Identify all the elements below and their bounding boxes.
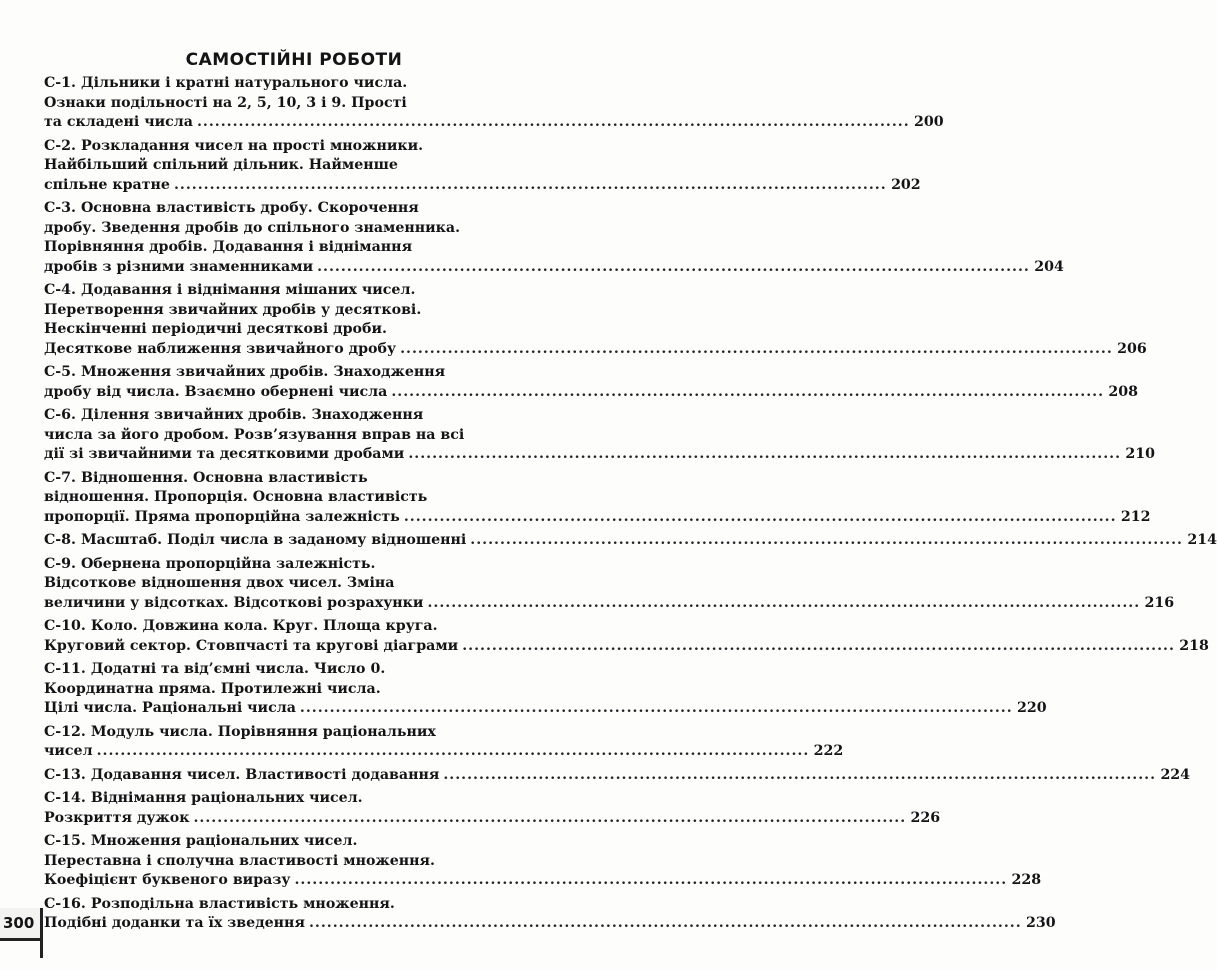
toc-entry-text: Коло. Довжина кола. Круг. Площа круга. [90, 618, 438, 634]
dot-leader: ........................................................................................................................ [308, 915, 1022, 931]
toc-entry-line [44, 281, 564, 301]
toc-entry-code: С-3. [44, 200, 76, 216]
toc-entry-line [44, 832, 564, 852]
toc-entry-line [44, 895, 564, 915]
toc-entry-last-line [44, 113, 944, 133]
section-heading: САМОСТІЙНІ РОБОТИ [185, 50, 403, 70]
toc-entry-text: Нескінченні періодичні десяткові дроби. [44, 321, 387, 337]
toc-entry-page: 226 [910, 809, 941, 826]
toc-entry-text: Ділення звичайних дробів. Знаходження [80, 407, 424, 423]
toc-entry-line [44, 74, 564, 94]
page-margin-rule [40, 938, 43, 958]
dot-leader: ........................................................................................................................ [196, 114, 910, 130]
dot-leader: ........................................................................................................................ [317, 258, 1030, 275]
page-number-box [0, 908, 43, 941]
toc-entry-last-line [44, 531, 1217, 551]
dot-leader: ........................................................................................................................ [193, 809, 907, 826]
toc-entry-last-line [44, 383, 1139, 403]
toc-entry-line [44, 852, 564, 872]
dot-leader: ........................................................................................................................ [408, 446, 1122, 462]
toc-entry-text: пропорції. Пряма пропорційна залежність [44, 508, 400, 525]
toc-entry-code: С-15. [44, 833, 86, 849]
toc-entry-line [44, 488, 564, 508]
toc-entry-last-line [44, 637, 1209, 657]
toc-entry-text: дробу від числа. Взаємно обернені числа [44, 383, 388, 400]
toc-entry-text: Віднімання раціональних чисел. [90, 790, 363, 806]
toc-entry-line [44, 469, 564, 489]
dot-leader: ........................................................................................................................ [391, 383, 1105, 400]
dot-leader: ........................................................................................................................ [173, 176, 887, 193]
toc-entry-text: Відношення. Основна властивість [80, 469, 368, 486]
toc-entry-text: та складені числа [44, 114, 193, 130]
toc-entry-page: 228 [1011, 872, 1042, 888]
toc-entry-text: числа за його дробом. Розв’язування вправ на всі [44, 426, 465, 443]
dot-leader: ........................................................................................................................ [400, 340, 1113, 357]
toc-entry-page: 204 [1034, 258, 1064, 275]
toc-entry [44, 363, 1139, 402]
toc-entry [44, 531, 1217, 551]
toc-entry [44, 406, 1156, 465]
toc-entry-text: Найбільший спільний дільник. Найменше [44, 157, 398, 173]
toc-entry-text: дробу. Зведення дробів до спільного знаменника. [44, 219, 461, 236]
toc-entry-text: Переставна і сполучна властивості множення. [44, 852, 435, 869]
toc-entry-page: 202 [891, 176, 921, 193]
table-of-contents [44, 74, 1217, 938]
toc-entry [44, 723, 844, 762]
dot-leader: ........................................................................................................................ [427, 594, 1141, 611]
toc-entry [44, 199, 1064, 277]
toc-entry [44, 766, 1191, 786]
toc-entry-text: Дільники і кратні натурального числа. [80, 75, 408, 91]
toc-entry-code: С-8. [44, 532, 76, 548]
toc-entry-page: 230 [1026, 915, 1056, 931]
toc-entry-text: Порівняння дробів. Додавання і віднімання [44, 239, 413, 255]
toc-entry [44, 137, 921, 196]
toc-entry-text: дробів з різними знаменниками [44, 258, 314, 275]
toc-entry-line [44, 555, 564, 575]
dot-leader: ........................................................................................................................ [443, 766, 1157, 783]
toc-entry-code: С-6. [44, 407, 76, 423]
dot-leader: ........................................................................................................................ [403, 508, 1117, 525]
toc-entry [44, 281, 1147, 359]
toc-entry-line [44, 238, 564, 258]
toc-entry-page: 200 [914, 114, 944, 130]
toc-entry-line [44, 156, 564, 176]
toc-entry-page: 212 [1120, 508, 1151, 525]
page-number: 300 [3, 914, 35, 932]
dot-leader: ........................................................................................................................ [299, 700, 1013, 716]
toc-entry-page: 216 [1144, 594, 1175, 611]
toc-entry-text: Цілі числа. Раціональні числа [44, 700, 296, 716]
toc-entry [44, 660, 1047, 719]
toc-entry [44, 469, 1151, 528]
toc-entry-last-line [44, 445, 1156, 465]
toc-entry-text: Круговий сектор. Стовпчасті та кругові діаграми [44, 637, 459, 654]
toc-entry-text: Основна властивість дробу. Скорочення [80, 200, 419, 216]
toc-entry-text: дії зі звичайними та десятковими дробами [44, 446, 405, 462]
toc-entry-text: Додатні та від’ємні числа. Число 0. [90, 661, 386, 677]
toc-entry-code: С-7. [44, 469, 76, 486]
toc-entry-text: Розкладання чисел на прості множники. [80, 137, 424, 154]
toc-entry-last-line [44, 699, 1047, 719]
toc-entry-text: Додавання чисел. Властивості додавання [90, 766, 440, 783]
toc-entry-line [44, 219, 564, 239]
toc-entry-code: С-2. [44, 137, 76, 154]
toc-entry-last-line [44, 508, 1151, 528]
dot-leader: ........................................................................................................................ [462, 637, 1175, 654]
toc-entry-text: Десяткове наближення звичайного дробу [44, 340, 397, 357]
toc-entry-last-line [44, 871, 1042, 891]
toc-entry-text: Перетворення звичайних дробів у десяткові. [44, 301, 422, 318]
toc-entry-code: С-10. [44, 618, 86, 634]
toc-entry-line [44, 301, 564, 321]
toc-entry-text: Множення звичайних дробів. Знаходження [80, 364, 446, 380]
toc-entry-code: С-1. [44, 75, 76, 91]
dot-leader: ........................................................................................................................ [96, 743, 810, 759]
toc-entry-text: спільне кратне [44, 176, 170, 193]
toc-entry-line [44, 363, 564, 383]
toc-entry-text: Множення раціональних чисел. [90, 833, 358, 849]
toc-entry-text: Обернена пропорційна залежність. [80, 555, 376, 572]
toc-entry-code: С-9. [44, 555, 76, 572]
toc-entry-page: 208 [1108, 383, 1139, 400]
toc-entry-line [44, 320, 564, 340]
toc-entry-line [44, 426, 564, 446]
toc-entry-page: 206 [1117, 340, 1147, 357]
toc-entry-line [44, 137, 564, 157]
toc-entry-code: С-4. [44, 282, 76, 298]
toc-entry-page: 210 [1125, 446, 1156, 462]
toc-entry-line [44, 660, 564, 680]
toc-entry-line [44, 680, 564, 700]
toc-entry-line [44, 723, 564, 743]
toc-entry-code: С-12. [44, 723, 86, 740]
toc-entry-line [44, 789, 564, 809]
toc-entry-last-line [44, 809, 941, 829]
toc-entry-text: відношення. Пропорція. Основна властивість [44, 489, 428, 505]
toc-entry-text: Розкриття дужок [44, 809, 190, 826]
toc-entry [44, 74, 944, 133]
toc-entry [44, 832, 1042, 891]
toc-entry-text: Коефіцієнт буквеного виразу [44, 872, 291, 888]
toc-entry-text: Ознаки подільності на 2, 5, 10, 3 і 9. Прості [44, 94, 407, 111]
toc-entry-last-line [44, 766, 1191, 786]
toc-entry-text: Розподільна властивість множення. [90, 895, 395, 912]
toc-entry-page: 222 [813, 743, 844, 759]
toc-entry-code: С-13. [44, 766, 86, 783]
toc-entry-page: 218 [1179, 637, 1209, 654]
toc-entry-line [44, 199, 564, 219]
toc-entry-code: С-5. [44, 364, 76, 380]
toc-entry-page: 214 [1187, 532, 1217, 548]
toc-entry [44, 895, 1056, 934]
toc-entry-last-line [44, 742, 844, 762]
toc-entry-last-line [44, 258, 1064, 278]
toc-entry-text: Відсоткове відношення двох чисел. Зміна [44, 575, 395, 591]
toc-entry-text: чисел [44, 743, 93, 759]
toc-entry [44, 555, 1175, 614]
toc-entry-code: С-14. [44, 790, 86, 806]
toc-entry-text: Масштаб. Поділ числа в заданому відношенні [80, 532, 467, 548]
toc-entry-line [44, 574, 564, 594]
toc-entry [44, 789, 941, 828]
toc-entry-last-line [44, 340, 1147, 360]
toc-entry-page: 220 [1017, 700, 1047, 716]
toc-entry-last-line [44, 914, 1056, 934]
toc-entry-line [44, 94, 564, 114]
toc-entry-line [44, 406, 564, 426]
toc-entry-last-line [44, 176, 921, 196]
toc-entry-code: С-11. [44, 661, 86, 677]
toc-entry-text: величини у відсотках. Відсоткові розрахунки [44, 594, 424, 611]
dot-leader: ........................................................................................................................ [294, 872, 1008, 888]
toc-entry-text: Подібні доданки та їх зведення [44, 915, 305, 931]
toc-entry-last-line [44, 594, 1175, 614]
toc-entry-text: Модуль числа. Порівняння раціональних [90, 723, 436, 740]
toc-entry-code: С-16. [44, 895, 86, 912]
toc-entry-page: 224 [1160, 766, 1191, 783]
toc-entry-text: Додавання і віднімання мішаних чисел. [80, 282, 416, 298]
toc-entry-text: Координатна пряма. Протилежні числа. [44, 680, 381, 697]
toc-entry [44, 617, 1209, 656]
dot-leader: ........................................................................................................................ [470, 532, 1183, 548]
toc-entry-line [44, 617, 564, 637]
